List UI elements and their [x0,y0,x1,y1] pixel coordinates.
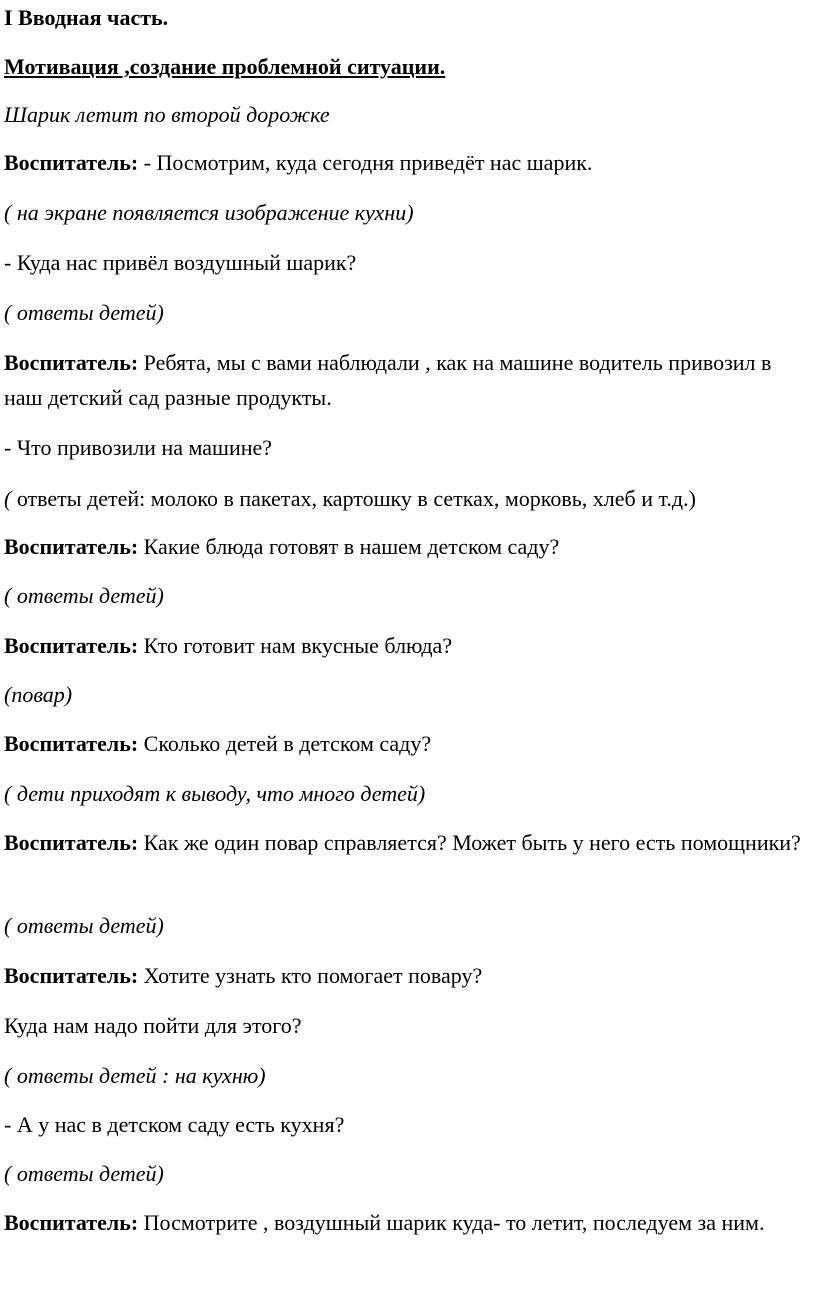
paragraph-4: - Куда нас привёл воздушный шарик? [4,250,357,275]
paragraph-11 [4,628,806,663]
paragraph-12: (повар) [4,682,73,707]
paragraph-text: Ребята, мы с вами наблюдали , как на машине водитель привозил в наш детский сад разные продукты. [4,350,772,410]
paragraph-14: ( дети приходят к выводу, что много детей) [4,781,426,806]
paragraph-21: ( ответы детей) [4,1161,164,1186]
paragraph-9 [4,529,806,564]
paragraph-text: Хотите узнать кто помогает повару? [138,963,483,988]
paragraph-text: Кто готовит нам вкусные блюда? [138,633,453,658]
section-subheading: Мотивация ,создание проблемной ситуации. [4,54,446,79]
paragraph-7: - Что привозили на машине? [4,435,273,460]
paren-open: ( [4,486,12,511]
speaker-label: Воспитатель: [4,1210,139,1235]
paragraph-18: Куда нам надо пойти для этого? [4,1013,302,1038]
section-heading: I Вводная часть. [4,5,169,30]
speaker-label: Воспитатель: [4,534,139,559]
paragraph-13 [4,726,806,761]
paragraph-10: ( ответы детей) [4,583,164,608]
paragraph-17 [4,958,806,993]
paragraph-22 [4,1205,806,1240]
paragraph-text: ответы детей: молоко в пакетах, картошку в сетках, морковь, хлеб и т.д.) [11,486,696,511]
paragraph-text: Сколько детей в детском саду? [138,731,432,756]
paragraph-1: Шарик летит по второй дорожке [4,102,330,127]
speaker-label: Воспитатель: [4,633,139,658]
speaker-label: Воспитатель: [4,150,139,175]
paragraph-text: Как же один повар справляется? Может быть у него есть помощники? [138,830,801,855]
paragraph-15 [4,825,806,860]
paragraph-text: Посмотрите , воздушный шарик куда- то летит, последуем за ним. [138,1210,765,1235]
paragraph-19: ( ответы детей : на кухню) [4,1063,266,1088]
paragraph-6 [4,345,806,415]
paragraph-16: ( ответы детей) [4,913,164,938]
speaker-label: Воспитатель: [4,963,139,988]
paragraph-5: ( ответы детей) [4,300,164,325]
speaker-label: Воспитатель: [4,350,139,375]
paragraph-8 [4,481,806,516]
speaker-label: Воспитатель: [4,830,139,855]
paragraph-text: - Посмотрим, куда сегодня приведёт нас шарик. [138,150,593,175]
paragraph-20: - А у нас в детском саду есть кухня? [4,1112,345,1137]
paragraph-2 [4,145,806,180]
paragraph-3: ( на экране появляется изображение кухни) [4,200,414,225]
paragraph-text: Какие блюда готовят в нашем детском саду? [138,534,560,559]
speaker-label: Воспитатель: [4,731,139,756]
